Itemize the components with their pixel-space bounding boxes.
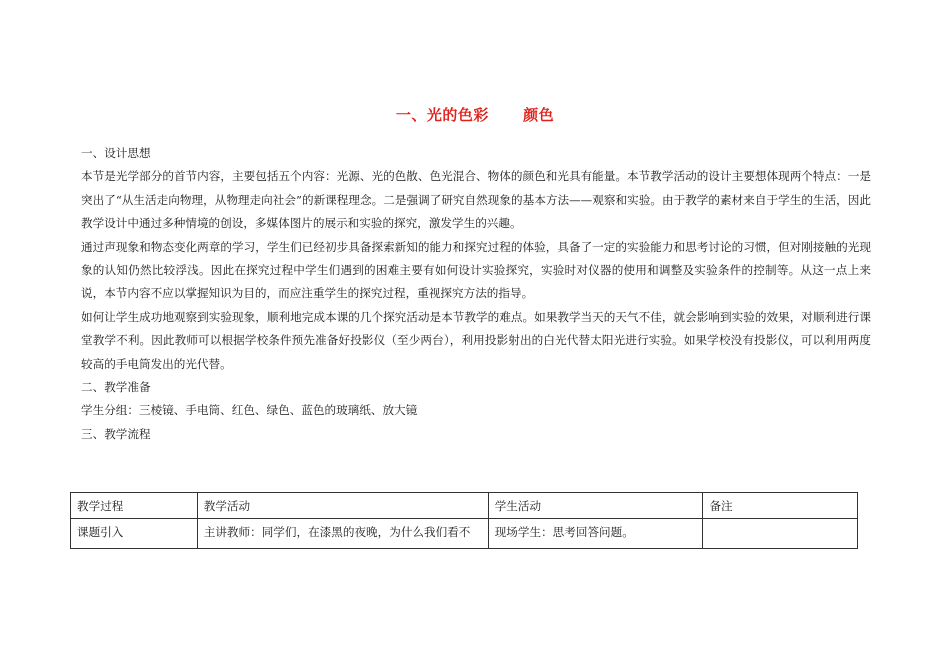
paragraph: 如何让学生成功地观察到实验现象，顺利地完成本课的几个探究活动是本节教学的难点。如果教学当天的天气不佳，就会影响到实验的效果，对顺利进行课堂教学不利。因此教师可以根据学校条件预先准备好投影仪（至少两台），利用投影射出的白光代替太阳光进行实验。如果学校没有投影仪，可以利用两度较高的手电筒发出的光代替。 <box>81 309 871 371</box>
document-body <box>81 142 871 446</box>
table-header-cell: 教学过程 <box>71 493 198 519</box>
teaching-process-table <box>70 492 858 549</box>
section-heading-process: 三、教学流程 <box>81 426 151 441</box>
paragraph: 通过声现象和物态变化两章的学习，学生们已经初步具备探索新知的能力和探究过程的体验，具备了一定的实验能力和思考讨论的习惯，但对刚接触的光现象的认知仍然比较浮浅。因此在探究过程中学生们遇到的困难主要有如何设计实验探究，实验时对仪器的使用和调整及实验条件的控制等。从这一点上来说，本节内容不应以掌握知识为目的，而应注重学生的探究过程，重视探究方法的指导。 <box>81 239 871 301</box>
table-header-cell: 备注 <box>703 493 858 519</box>
table-row <box>71 519 858 549</box>
table-cell: 现场学生：思考回答问题。 <box>488 519 703 549</box>
paragraph: 本节是光学部分的首节内容，主要包括五个内容：光源、光的色散、色光混合、物体的颜色和光具有能量。本节教学活动的设计主要想体现两个特点：一是突出了“从生活走向物理，从物理走向社会”的新课程理念。二是强调了研究自然现象的基本方法——观察和实验。由于教学的素材来自于学生的生活，因此教学设计中通过多种情境的创设，多媒体图片的展示和实验的探究，激发学生的兴趣。 <box>81 169 871 231</box>
section-heading-design: 一、设计思想 <box>81 146 151 160</box>
page-title: 一、光的色彩 颜色 <box>395 106 555 124</box>
table-cell: 主讲教师：同学们，在漆黑的夜晚，为什么我们看不 <box>197 519 488 549</box>
paragraph: 学生分组：三棱镜、手电筒、红色、绿色、蓝色的玻璃纸、放大镜 <box>81 403 418 418</box>
table-header-row <box>71 493 858 519</box>
table-header-cell: 学生活动 <box>488 493 703 519</box>
table-cell: 课题引入 <box>71 519 198 549</box>
table-cell <box>703 519 858 549</box>
section-heading-preparation: 二、教学准备 <box>81 380 151 395</box>
table-header-cell: 教学活动 <box>197 493 488 519</box>
